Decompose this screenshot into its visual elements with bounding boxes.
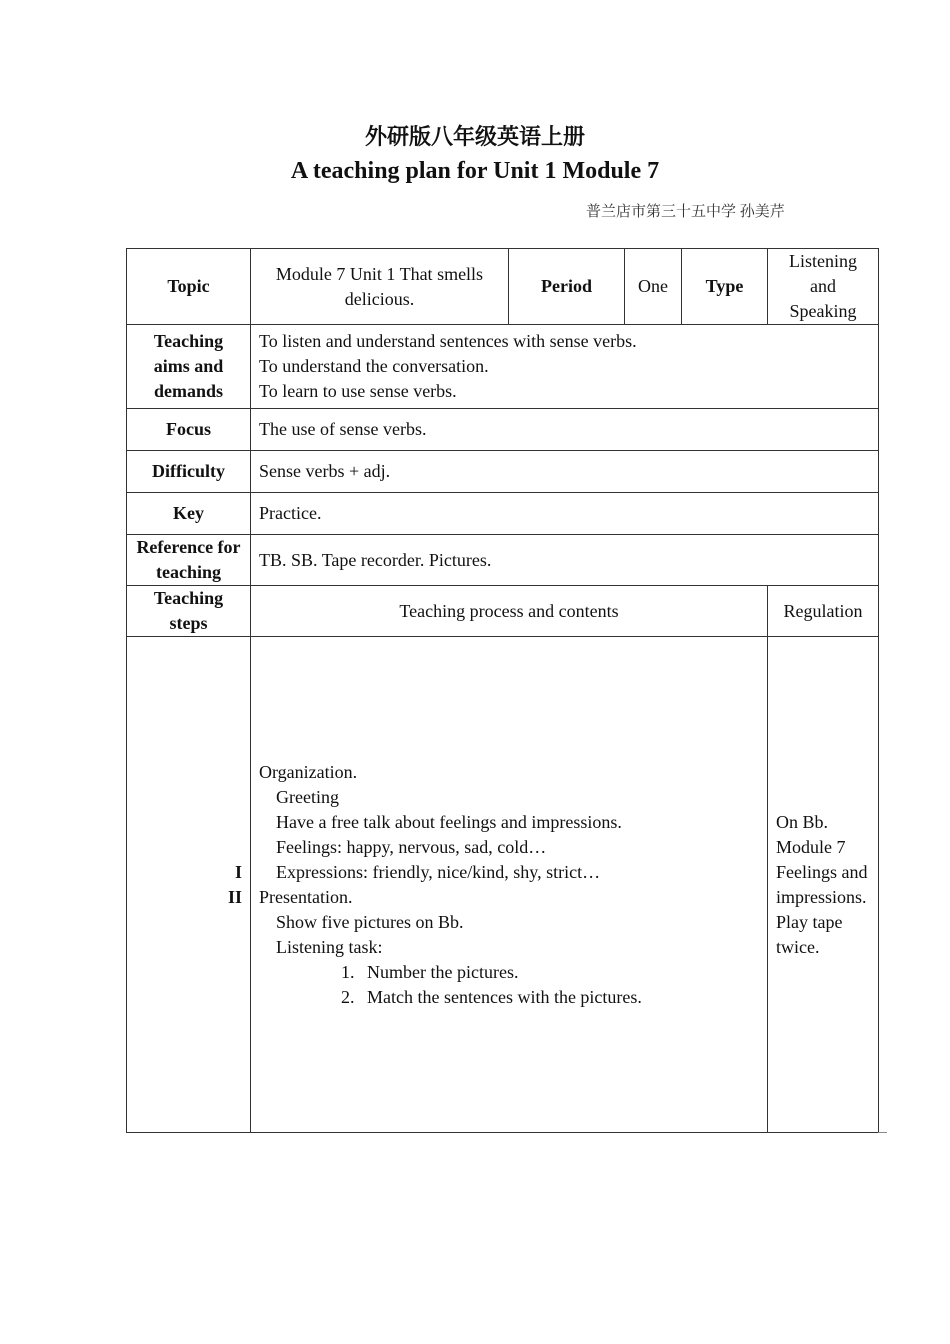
topic-value: Module 7 Unit 1 That smells delicious. — [251, 249, 509, 325]
free-talk-line: Have a free talk about feelings and impressions. — [276, 811, 622, 832]
type-value: Listening and Speaking — [768, 249, 879, 325]
focus-label: Focus — [127, 409, 251, 451]
focus-row — [127, 409, 879, 451]
regulation-content — [768, 637, 879, 1133]
focus-value: The use of sense verbs. — [251, 409, 879, 451]
aim-item: To learn to use sense verbs. — [259, 381, 457, 401]
type-label: Type — [682, 249, 768, 325]
difficulty-row — [127, 451, 879, 493]
aim-item: To understand the conversation. — [259, 356, 489, 376]
key-value: Practice. — [251, 493, 879, 535]
difficulty-value: Sense verbs + adj. — [251, 451, 879, 493]
aims-label: Teaching aims and demands — [127, 325, 251, 409]
key-row — [127, 493, 879, 535]
aims-row — [127, 325, 879, 409]
topic-label: Topic — [127, 249, 251, 325]
reference-row — [127, 535, 879, 586]
presentation-heading: Presentation. — [259, 886, 353, 907]
table-edge-mark — [878, 1132, 887, 1133]
teaching-plan-table — [126, 248, 879, 1133]
steps-content-row — [127, 637, 879, 1133]
step-number: II — [227, 886, 242, 907]
document-title-english: A teaching plan for Unit 1 Module 7 — [290, 158, 660, 184]
step-numbers — [127, 637, 251, 1133]
reference-value: TB. SB. Tape recorder. Pictures. — [251, 535, 879, 586]
steps-header-row — [127, 586, 879, 637]
step-number: I — [234, 861, 242, 882]
process-label: Teaching process and contents — [251, 586, 768, 637]
expressions-line: Expressions: friendly, nice/kind, shy, strict… — [276, 861, 601, 882]
author-line: 普兰店市第三十五中学 孙美芹 — [586, 204, 785, 220]
listening-task-list — [259, 960, 759, 1010]
regulation-item: Play tape twice. — [776, 911, 843, 957]
key-label: Key — [127, 493, 251, 535]
process-content — [251, 637, 768, 1133]
period-label: Period — [509, 249, 625, 325]
show-pictures-line: Show five pictures on Bb. — [276, 911, 464, 932]
aim-item: To listen and understand sentences with sense verbs. — [259, 331, 637, 351]
document-title-chinese: 外研版八年级英语上册 — [364, 124, 585, 149]
topic-row — [127, 249, 879, 325]
greeting-line: Greeting — [276, 786, 339, 807]
regulation-item: On Bb. Module 7 — [776, 811, 846, 857]
task-item: 1. Number the pictures. — [359, 960, 759, 985]
difficulty-label: Difficulty — [127, 451, 251, 493]
regulation-item: Feelings and impressions. — [776, 861, 868, 907]
feelings-line: Feelings: happy, nervous, sad, cold… — [276, 836, 547, 857]
period-value: One — [625, 249, 682, 325]
aims-content — [251, 325, 879, 409]
reference-label: Reference for teaching — [127, 535, 251, 586]
regulation-label: Regulation — [768, 586, 879, 637]
listening-task-line: Listening task: — [276, 936, 383, 957]
steps-label: Teaching steps — [127, 586, 251, 637]
organization-heading: Organization. — [259, 761, 358, 782]
task-item: 2. Match the sentences with the pictures. — [359, 985, 759, 1010]
